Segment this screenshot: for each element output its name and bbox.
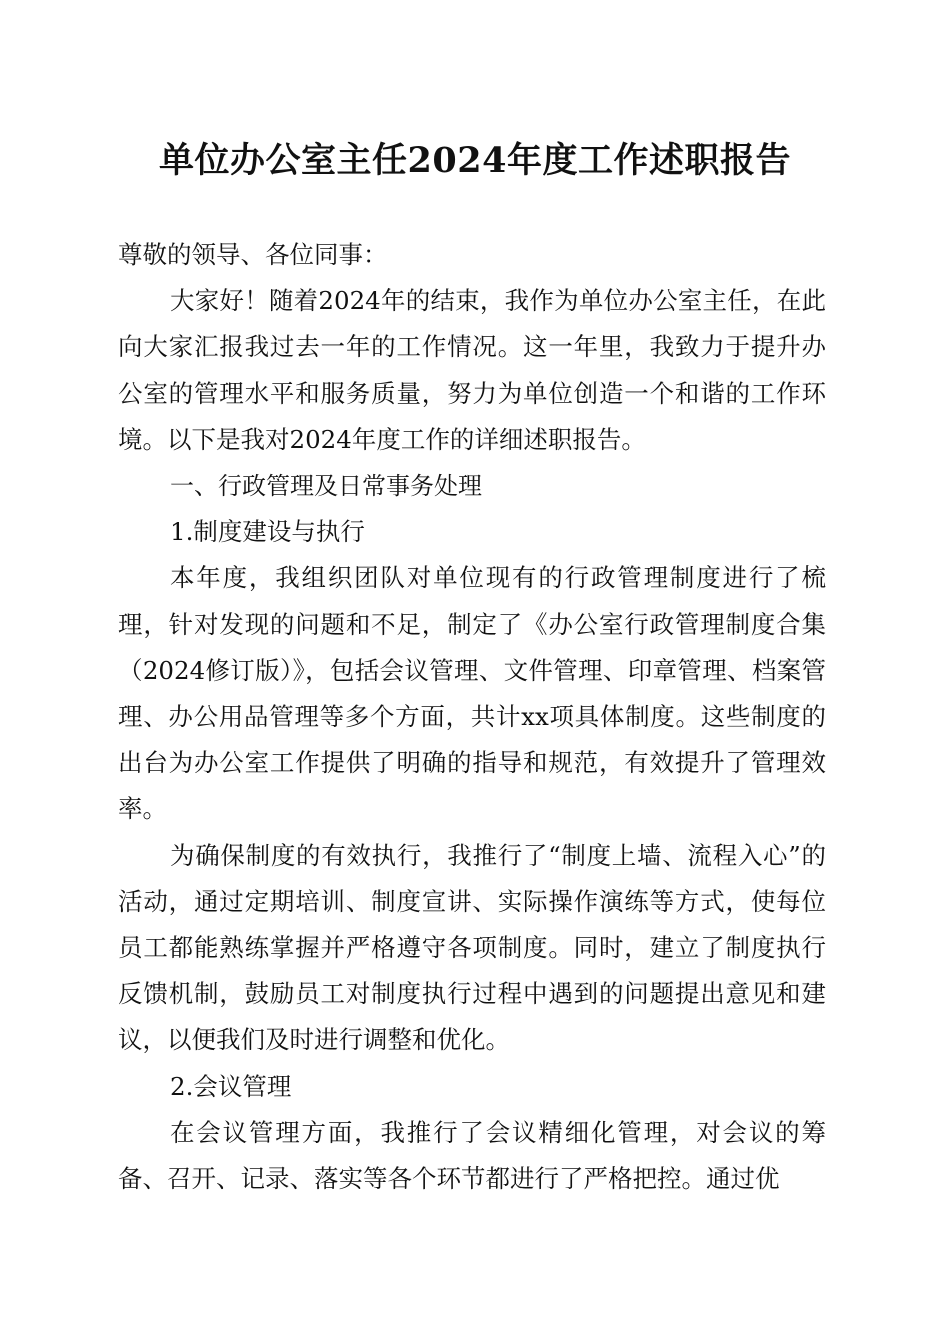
paragraph-system-execution: 为确保制度的有效执行，我推行了“制度上墙、流程入心”的活动，通过定期培训、制度宣讲、实际操作演练等方式，使每位员工都能熟练掌握并严格遵守各项制度。同时，建立了制度执行反馈机制，鼓励员工对制度执行过程中遇到的问题提出意见和建议，以便我们及时进行调整和优化。 <box>118 840 826 1055</box>
subsection-heading-2: 2.会议管理 <box>170 1071 292 1101</box>
document-body <box>118 232 826 1202</box>
salutation: 尊敬的领导、各位同事： <box>118 240 388 269</box>
document-title: 单位办公室主任2024年度工作述职报告 <box>159 140 791 181</box>
subsection-heading-1: 1.制度建设与执行 <box>170 517 365 547</box>
paragraph-meeting-management: 在会议管理方面，我推行了会议精细化管理，对会议的筹备、召开、记录、落实等各个环节都进行了严格把控。通过优 <box>118 1117 826 1194</box>
section-heading-1: 一、行政管理及日常事务处理 <box>170 472 482 501</box>
paragraph-intro: 大家好！随着2024年的结束，我作为单位办公室主任，在此向大家汇报我过去一年的工作情况。这一年里，我致力于提升办公室的管理水平和服务质量，努力为单位创造一个和谐的工作环境。以下是我对2024年度工作的详细述职报告。 <box>118 286 826 454</box>
paragraph-system-building: 本年度，我组织团队对单位现有的行政管理制度进行了梳理，针对发现的问题和不足，制定了《办公室行政管理制度合集（2024修订版）》，包括会议管理、文件管理、印章管理、档案管理、办公用品管理等多个方面，共计xx项具体制度。这些制度的出台为办公室工作提供了明确的指导和规范，有效提升了管理效率。 <box>118 563 826 824</box>
